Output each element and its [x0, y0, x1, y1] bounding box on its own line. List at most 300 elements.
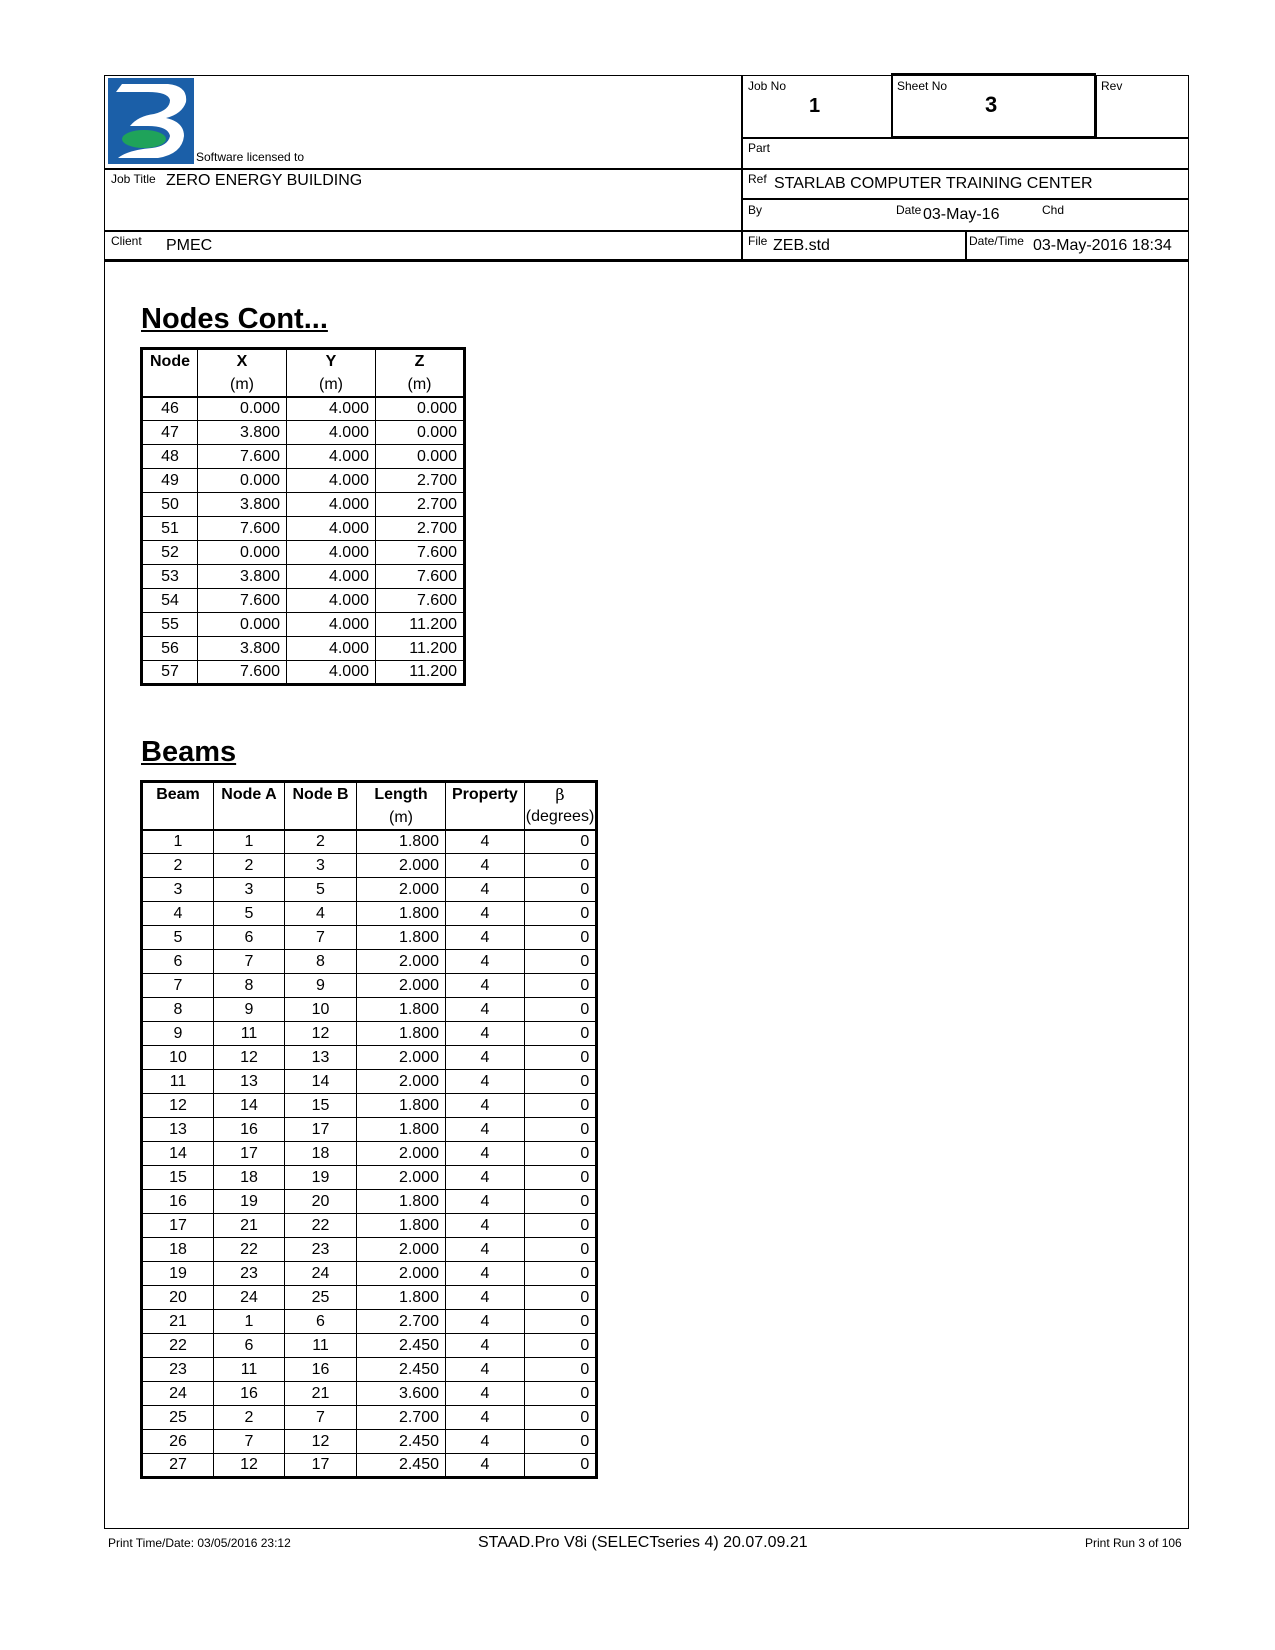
table-cell: 1.800 [357, 1190, 446, 1214]
table-cell: 1.800 [357, 1118, 446, 1142]
table-row [142, 878, 597, 902]
table-cell: 0 [524, 1406, 596, 1430]
table-cell: 0 [524, 1286, 596, 1310]
table-row [142, 1142, 597, 1166]
beams-table-body [142, 830, 597, 1478]
table-cell: 4 [446, 950, 525, 974]
table-cell: 0.000 [198, 541, 287, 565]
nodes-header-y: Y [287, 349, 376, 373]
table-row [142, 1430, 597, 1454]
table-cell: 56 [142, 637, 198, 661]
table-row [142, 1358, 597, 1382]
table-cell: 13 [214, 1070, 285, 1094]
program-version: STAAD.Pro V8i (SELECTseries 4) 20.07.09.21 [478, 1534, 808, 1551]
table-cell: 20 [142, 1286, 214, 1310]
table-cell: 2.000 [357, 1262, 446, 1286]
table-row [142, 1166, 597, 1190]
table-cell: 2 [214, 854, 285, 878]
table-row [142, 541, 465, 565]
beams-unit-node-a [214, 806, 285, 830]
beams-section-title: Beams [141, 736, 237, 768]
table-cell: 6 [214, 926, 285, 950]
beams-header-length: Length [357, 782, 446, 806]
table-cell: 2 [285, 830, 357, 854]
datetime-value: 03-May-2016 18:34 [1033, 237, 1172, 254]
client-label: Client [111, 234, 142, 248]
beams-header-beta: β [524, 782, 596, 806]
table-cell: 2.000 [357, 878, 446, 902]
nodes-header-z: Z [376, 349, 465, 373]
table-cell: 0 [524, 974, 596, 998]
ref-label: Ref [748, 172, 767, 186]
table-cell: 17 [285, 1454, 357, 1478]
table-row [142, 661, 465, 685]
table-cell: 4 [446, 902, 525, 926]
table-cell: 2.000 [357, 1142, 446, 1166]
header-line-by [741, 198, 1189, 200]
table-cell: 47 [142, 421, 198, 445]
date-label: Date [896, 203, 922, 217]
header-divider-datetime [965, 230, 967, 261]
table-cell: 21 [214, 1214, 285, 1238]
table-cell: 20 [285, 1190, 357, 1214]
table-cell: 4 [446, 974, 525, 998]
table-cell: 9 [142, 1022, 214, 1046]
table-row [142, 637, 465, 661]
table-cell: 1 [142, 830, 214, 854]
bentley-logo [108, 78, 194, 164]
table-cell: 11.200 [376, 637, 465, 661]
table-cell: 4 [446, 1334, 525, 1358]
table-row [142, 854, 597, 878]
table-cell: 4 [446, 1046, 525, 1070]
table-cell: 4 [446, 1022, 525, 1046]
table-cell: 0.000 [376, 445, 465, 469]
table-cell: 0 [524, 1190, 596, 1214]
table-cell: 14 [285, 1070, 357, 1094]
table-cell: 7.600 [198, 661, 287, 685]
table-row [142, 565, 465, 589]
file-label: File [748, 234, 768, 248]
beams-header-beam: Beam [142, 782, 214, 806]
table-cell: 3 [285, 854, 357, 878]
table-cell: 5 [214, 902, 285, 926]
table-cell: 4 [446, 1142, 525, 1166]
table-cell: 46 [142, 397, 198, 421]
table-cell: 4.000 [287, 661, 376, 685]
table-cell: 4.000 [287, 445, 376, 469]
table-cell: 4 [446, 1238, 525, 1262]
table-cell: 26 [142, 1430, 214, 1454]
table-cell: 4 [446, 1406, 525, 1430]
table-cell: 49 [142, 469, 198, 493]
table-cell: 16 [285, 1358, 357, 1382]
table-cell: 18 [285, 1142, 357, 1166]
table-cell: 5 [285, 878, 357, 902]
table-cell: 0 [524, 998, 596, 1022]
job-no-label: Job No [748, 79, 787, 93]
beams-unit-property [446, 806, 525, 830]
table-cell: 3 [214, 878, 285, 902]
table-cell: 1 [214, 1310, 285, 1334]
table-cell: 4 [446, 1358, 525, 1382]
table-cell: 0.000 [198, 469, 287, 493]
table-cell: 11.200 [376, 613, 465, 637]
table-cell: 16 [142, 1190, 214, 1214]
table-cell: 52 [142, 541, 198, 565]
table-cell: 17 [142, 1214, 214, 1238]
table-cell: 19 [285, 1166, 357, 1190]
table-cell: 3.600 [357, 1382, 446, 1406]
table-cell: 3.800 [198, 637, 287, 661]
table-cell: 0 [524, 950, 596, 974]
table-cell: 0.000 [376, 421, 465, 445]
table-cell: 24 [285, 1262, 357, 1286]
table-cell: 48 [142, 445, 198, 469]
table-cell: 7.600 [198, 517, 287, 541]
table-cell: 0 [524, 1334, 596, 1358]
print-run: Print Run 3 of 106 [1085, 1536, 1182, 1550]
table-cell: 50 [142, 493, 198, 517]
table-row [142, 1190, 597, 1214]
nodes-unit-z: (m) [376, 373, 465, 397]
table-cell: 11 [285, 1334, 357, 1358]
table-cell: 51 [142, 517, 198, 541]
table-row [142, 1310, 597, 1334]
table-cell: 2.700 [357, 1406, 446, 1430]
table-cell: 8 [142, 998, 214, 1022]
table-cell: 1 [214, 830, 285, 854]
table-cell: 14 [214, 1094, 285, 1118]
table-cell: 0 [524, 1094, 596, 1118]
table-cell: 0 [524, 926, 596, 950]
table-row [142, 1238, 597, 1262]
table-cell: 0 [524, 1046, 596, 1070]
table-cell: 4 [446, 854, 525, 878]
table-cell: 25 [285, 1286, 357, 1310]
table-cell: 0 [524, 1358, 596, 1382]
table-cell: 4 [446, 1190, 525, 1214]
table-cell: 11 [214, 1358, 285, 1382]
table-cell: 0 [524, 1238, 596, 1262]
table-cell: 7 [285, 926, 357, 950]
table-cell: 23 [214, 1262, 285, 1286]
job-title-value: ZERO ENERGY BUILDING [166, 172, 363, 189]
table-row [142, 1286, 597, 1310]
table-cell: 23 [142, 1358, 214, 1382]
table-row [142, 1382, 597, 1406]
table-cell: 0 [524, 1142, 596, 1166]
table-cell: 25 [142, 1406, 214, 1430]
table-row [142, 1022, 597, 1046]
table-cell: 14 [142, 1142, 214, 1166]
table-cell: 4 [142, 902, 214, 926]
table-cell: 2.450 [357, 1358, 446, 1382]
software-licensed-label: Software licensed to [196, 150, 305, 164]
part-label: Part [748, 141, 771, 155]
table-cell: 4.000 [287, 613, 376, 637]
table-cell: 10 [142, 1046, 214, 1070]
nodes-header-node: Node [142, 349, 198, 373]
table-cell: 2.700 [376, 517, 465, 541]
table-cell: 18 [142, 1238, 214, 1262]
beams-header-property: Property [446, 782, 525, 806]
table-cell: 0 [524, 1166, 596, 1190]
table-cell: 7.600 [376, 541, 465, 565]
table-cell: 4.000 [287, 493, 376, 517]
table-cell: 0 [524, 830, 596, 854]
table-cell: 1.800 [357, 830, 446, 854]
table-cell: 7 [214, 950, 285, 974]
table-cell: 12 [214, 1454, 285, 1478]
nodes-unit-y: (m) [287, 373, 376, 397]
table-row [142, 902, 597, 926]
table-cell: 15 [285, 1094, 357, 1118]
table-row [142, 1454, 597, 1478]
table-cell: 4 [446, 1166, 525, 1190]
table-row [142, 589, 465, 613]
table-cell: 6 [285, 1310, 357, 1334]
table-cell: 2.000 [357, 1166, 446, 1190]
table-cell: 0 [524, 1430, 596, 1454]
table-cell: 7.600 [198, 589, 287, 613]
table-cell: 4.000 [287, 517, 376, 541]
header-line-part [741, 137, 1189, 139]
table-cell: 4.000 [287, 637, 376, 661]
table-row [142, 1334, 597, 1358]
table-cell: 2.450 [357, 1430, 446, 1454]
header-line-1 [104, 168, 1189, 170]
datetime-label: Date/Time [969, 234, 1024, 248]
table-row [142, 1214, 597, 1238]
table-cell: 12 [142, 1094, 214, 1118]
table-row [142, 926, 597, 950]
table-cell: 2 [214, 1406, 285, 1430]
table-cell: 7.600 [376, 565, 465, 589]
table-cell: 2.000 [357, 950, 446, 974]
table-cell: 4 [285, 902, 357, 926]
table-cell: 0 [524, 1382, 596, 1406]
table-cell: 0 [524, 902, 596, 926]
by-label: By [748, 203, 763, 217]
table-cell: 13 [285, 1046, 357, 1070]
table-cell: 1.800 [357, 1094, 446, 1118]
table-cell: 4 [446, 926, 525, 950]
table-cell: 4.000 [287, 469, 376, 493]
table-cell: 1.800 [357, 1022, 446, 1046]
table-cell: 3.800 [198, 493, 287, 517]
nodes-section-title: Nodes Cont... [141, 303, 328, 335]
table-cell: 7 [285, 1406, 357, 1430]
table-row [142, 493, 465, 517]
nodes-table-body [142, 397, 465, 685]
table-cell: 57 [142, 661, 198, 685]
table-cell: 4 [446, 1286, 525, 1310]
table-cell: 2.000 [357, 1046, 446, 1070]
table-cell: 7 [214, 1430, 285, 1454]
table-cell: 4 [446, 1094, 525, 1118]
table-cell: 5 [142, 926, 214, 950]
job-no-value: 1 [809, 95, 821, 117]
beams-header-node-a: Node A [214, 782, 285, 806]
table-cell: 4 [446, 1382, 525, 1406]
table-row [142, 1046, 597, 1070]
table-cell: 4 [446, 998, 525, 1022]
table-cell: 1.800 [357, 1286, 446, 1310]
table-cell: 2.450 [357, 1454, 446, 1478]
sheet-no-label: Sheet No [897, 79, 948, 93]
table-cell: 4 [446, 1430, 525, 1454]
table-row [142, 830, 597, 854]
table-row [142, 469, 465, 493]
table-cell: 17 [214, 1142, 285, 1166]
table-row [142, 974, 597, 998]
table-cell: 2.700 [376, 493, 465, 517]
beams-header-node-b: Node B [285, 782, 357, 806]
table-cell: 4 [446, 1310, 525, 1334]
table-cell: 16 [214, 1118, 285, 1142]
header-line-2 [104, 230, 1189, 232]
table-cell: 21 [285, 1382, 357, 1406]
table-cell: 0.000 [376, 397, 465, 421]
beams-table [140, 780, 598, 1479]
table-cell: 55 [142, 613, 198, 637]
table-cell: 0 [524, 878, 596, 902]
table-row [142, 613, 465, 637]
table-row [142, 950, 597, 974]
file-value: ZEB.std [773, 237, 830, 254]
table-cell: 53 [142, 565, 198, 589]
table-row [142, 1070, 597, 1094]
table-cell: 11 [142, 1070, 214, 1094]
table-cell: 2.000 [357, 1238, 446, 1262]
table-cell: 0 [524, 1310, 596, 1334]
table-cell: 0 [524, 1118, 596, 1142]
table-cell: 22 [142, 1334, 214, 1358]
table-cell: 22 [214, 1238, 285, 1262]
table-cell: 4 [446, 830, 525, 854]
table-cell: 17 [285, 1118, 357, 1142]
nodes-unit-node [142, 373, 198, 397]
table-cell: 1.800 [357, 998, 446, 1022]
table-row [142, 517, 465, 541]
table-cell: 1.800 [357, 926, 446, 950]
table-cell: 12 [285, 1022, 357, 1046]
header-line-bottom [104, 259, 1189, 262]
table-cell: 0.000 [198, 613, 287, 637]
beams-unit-node-b [285, 806, 357, 830]
table-cell: 3.800 [198, 565, 287, 589]
table-cell: 21 [142, 1310, 214, 1334]
table-cell: 22 [285, 1214, 357, 1238]
table-cell: 18 [214, 1166, 285, 1190]
table-cell: 2 [142, 854, 214, 878]
table-cell: 23 [285, 1238, 357, 1262]
table-cell: 2.700 [376, 469, 465, 493]
table-cell: 9 [285, 974, 357, 998]
table-cell: 0 [524, 854, 596, 878]
table-cell: 13 [142, 1118, 214, 1142]
table-row [142, 445, 465, 469]
job-title-label: Job Title [111, 172, 156, 186]
table-cell: 27 [142, 1454, 214, 1478]
table-cell: 1.800 [357, 902, 446, 926]
nodes-header-x: X [198, 349, 287, 373]
table-cell: 2.700 [357, 1310, 446, 1334]
table-cell: 1.800 [357, 1214, 446, 1238]
date-value: 03-May-16 [923, 206, 1000, 223]
table-cell: 6 [142, 950, 214, 974]
table-row [142, 397, 465, 421]
table-cell: 12 [285, 1430, 357, 1454]
nodes-unit-x: (m) [198, 373, 287, 397]
table-cell: 24 [142, 1382, 214, 1406]
table-cell: 7 [142, 974, 214, 998]
table-cell: 0 [524, 1022, 596, 1046]
table-cell: 0 [524, 1454, 596, 1478]
table-cell: 4.000 [287, 589, 376, 613]
table-cell: 7.600 [198, 445, 287, 469]
table-cell: 2.450 [357, 1334, 446, 1358]
table-cell: 2.000 [357, 1070, 446, 1094]
ref-value: STARLAB COMPUTER TRAINING CENTER [774, 175, 1093, 192]
table-cell: 2.000 [357, 974, 446, 998]
table-cell: 4.000 [287, 421, 376, 445]
table-cell: 3 [142, 878, 214, 902]
table-cell: 4 [446, 1118, 525, 1142]
table-cell: 4 [446, 1454, 525, 1478]
table-cell: 9 [214, 998, 285, 1022]
table-row [142, 421, 465, 445]
table-cell: 8 [214, 974, 285, 998]
table-cell: 4 [446, 1262, 525, 1286]
print-time-date: Print Time/Date: 03/05/2016 23:12 [108, 1536, 291, 1550]
table-cell: 16 [214, 1382, 285, 1406]
table-cell: 4 [446, 1214, 525, 1238]
table-cell: 19 [142, 1262, 214, 1286]
table-row [142, 1262, 597, 1286]
table-cell: 0 [524, 1262, 596, 1286]
nodes-table [140, 347, 466, 686]
table-cell: 7.600 [376, 589, 465, 613]
table-cell: 2.000 [357, 854, 446, 878]
table-cell: 10 [285, 998, 357, 1022]
table-cell: 12 [214, 1046, 285, 1070]
table-cell: 11.200 [376, 661, 465, 685]
table-row [142, 1118, 597, 1142]
table-cell: 4 [446, 1070, 525, 1094]
table-cell: 0 [524, 1214, 596, 1238]
table-row [142, 998, 597, 1022]
beams-unit-beta: (degrees) [524, 806, 596, 830]
beams-unit-length: (m) [357, 806, 446, 830]
table-cell: 6 [214, 1334, 285, 1358]
table-row [142, 1406, 597, 1430]
table-cell: 4.000 [287, 565, 376, 589]
table-cell: 4.000 [287, 541, 376, 565]
table-cell: 4.000 [287, 397, 376, 421]
beams-unit-beam [142, 806, 214, 830]
rev-label: Rev [1101, 79, 1123, 93]
table-cell: 0 [524, 1070, 596, 1094]
table-cell: 0.000 [198, 397, 287, 421]
table-cell: 3.800 [198, 421, 287, 445]
chd-label: Chd [1042, 203, 1065, 217]
table-cell: 24 [214, 1286, 285, 1310]
table-cell: 8 [285, 950, 357, 974]
table-cell: 19 [214, 1190, 285, 1214]
sheet-no-value: 3 [985, 92, 998, 117]
